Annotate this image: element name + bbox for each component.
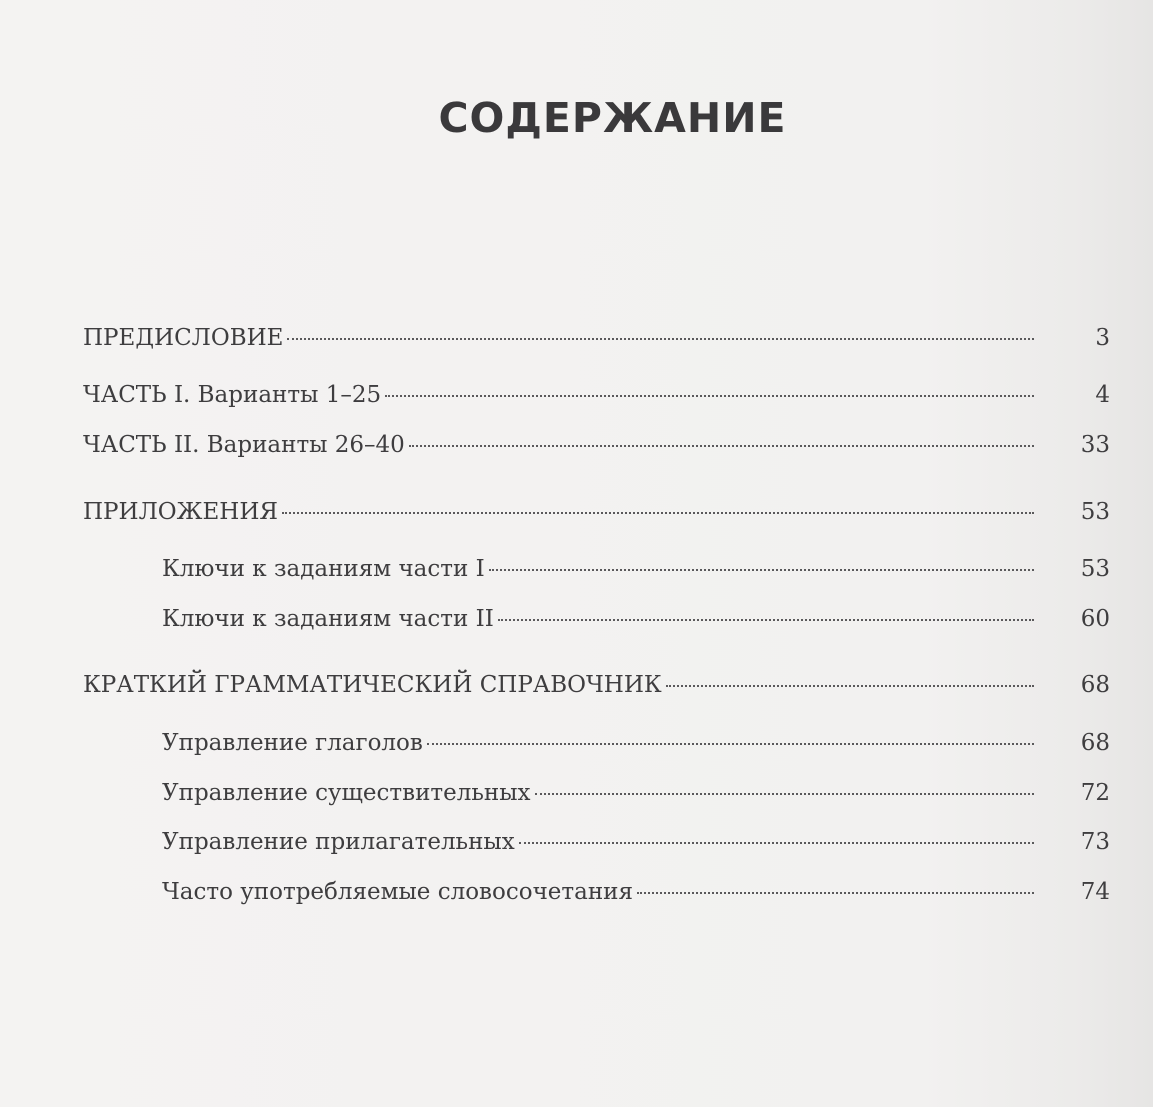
toc-entry-preface[interactable]	[83, 323, 1110, 353]
toc-entry-keys-part-1[interactable]	[162, 554, 1110, 584]
toc-page-number: 72	[1080, 780, 1110, 806]
toc-leader-dots	[535, 793, 1034, 795]
toc-entry-appendices[interactable]	[83, 497, 1110, 527]
toc-entry-label: Ключи к заданиям части I	[162, 556, 485, 582]
toc-page-number: 68	[1080, 672, 1110, 698]
toc-entry-label: Управление существительных	[162, 780, 531, 806]
toc-page-number: 53	[1080, 556, 1110, 582]
toc-entry-label: КРАТКИЙ ГРАММАТИЧЕСКИЙ СПРАВОЧНИК	[83, 672, 662, 698]
toc-entry-collocations[interactable]	[162, 877, 1110, 907]
toc-leader-dots	[637, 892, 1034, 894]
toc-leader-dots	[409, 445, 1034, 447]
toc-entry-label: Управление прилагательных	[162, 829, 515, 855]
toc-page-number: 3	[1095, 325, 1110, 351]
toc-leader-dots	[489, 569, 1034, 571]
toc-leader-dots	[666, 685, 1034, 687]
toc-leader-dots	[498, 619, 1034, 621]
toc-entry-label: Часто употребляемые словосочетания	[162, 879, 634, 905]
toc-page-number: 74	[1080, 879, 1110, 905]
toc-entry-label: ЧАСТЬ I. Варианты 1–25	[83, 382, 382, 408]
toc-page-number: 33	[1080, 432, 1110, 458]
toc-entry-label: ПРИЛОЖЕНИЯ	[83, 499, 278, 525]
toc-entry-label: Ключи к заданиям части II	[162, 606, 494, 632]
toc-leader-dots	[385, 395, 1034, 397]
toc-entry-noun-government[interactable]	[162, 778, 1110, 808]
toc-page-number: 53	[1080, 499, 1110, 525]
toc-page-number: 73	[1080, 829, 1110, 855]
toc-entry-part-1[interactable]	[83, 380, 1110, 410]
toc-page-number: 68	[1080, 730, 1110, 756]
page-title: СОДЕРЖАНИЕ	[438, 94, 787, 142]
toc-entry-label: ПРЕДИСЛОВИЕ	[83, 325, 284, 351]
toc-entry-label: ЧАСТЬ II. Варианты 26–40	[83, 432, 405, 458]
toc-leader-dots	[519, 842, 1034, 844]
toc-entry-grammar-reference[interactable]	[83, 670, 1110, 700]
toc-page-number: 4	[1095, 382, 1110, 408]
toc-leader-dots	[282, 512, 1034, 514]
toc-entry-keys-part-2[interactable]	[162, 604, 1110, 634]
toc-entry-part-2[interactable]	[83, 430, 1110, 460]
toc-entry-adjective-government[interactable]	[162, 827, 1110, 857]
toc-leader-dots	[427, 743, 1034, 745]
toc-entry-label: Управление глаголов	[162, 730, 423, 756]
toc-entry-verb-government[interactable]	[162, 728, 1110, 758]
toc-page-number: 60	[1080, 606, 1110, 632]
toc-leader-dots	[287, 338, 1034, 340]
